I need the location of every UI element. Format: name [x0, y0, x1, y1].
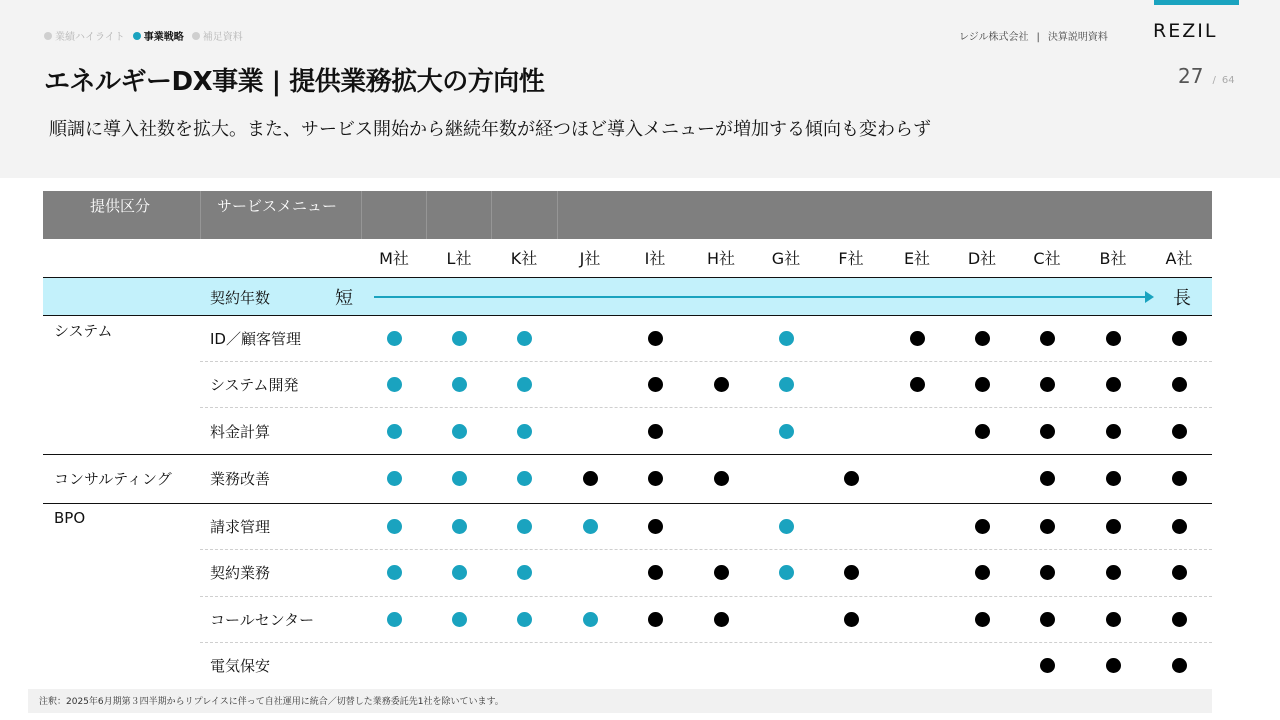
black-dot-icon	[975, 612, 990, 627]
header-divider	[426, 191, 427, 239]
black-dot-icon	[1040, 658, 1055, 673]
company-info	[959, 28, 1108, 43]
black-dot-icon	[910, 331, 925, 346]
black-dot-icon	[648, 471, 663, 486]
black-dot-icon	[1172, 331, 1187, 346]
black-dot-icon	[1106, 612, 1121, 627]
black-dot-icon	[844, 471, 859, 486]
header-divider	[491, 191, 492, 239]
company-column-header: J社	[579, 249, 601, 268]
black-dot-icon	[975, 565, 990, 580]
black-dot-icon	[1106, 471, 1121, 486]
page-title: エネルギーDX事業 | 提供業務拡大の方向性	[44, 67, 545, 97]
service-contract-ops: 契約業務	[210, 564, 271, 582]
footnote: 注釈：2025年6月期第３四半期からリプレイスに伴って自社運用に統合／切替した業務委託先1社を除いています。	[28, 689, 1212, 713]
company-name: レジル株式会社	[959, 32, 1029, 43]
rezil-logo: REZIL	[1153, 20, 1218, 42]
contract-years-label: 契約年数	[210, 289, 271, 307]
black-dot-icon	[1172, 658, 1187, 673]
category-system: システム	[54, 322, 113, 340]
table-header	[43, 191, 1212, 239]
company-column-header: E社	[903, 249, 931, 268]
service-electrical-safety: 電気保安	[210, 657, 271, 675]
black-dot-icon	[975, 377, 990, 392]
black-dot-icon	[648, 331, 663, 346]
page-total: 64	[1221, 75, 1235, 86]
header-divider	[557, 191, 558, 239]
row-divider	[200, 407, 1212, 408]
service-process-improvement: 業務改善	[210, 470, 271, 488]
page-current: 27	[1178, 64, 1204, 88]
category-consulting: コンサルティング	[54, 470, 172, 488]
page-slash: /	[1212, 75, 1216, 86]
document-name: 決算説明資料	[1047, 32, 1108, 43]
black-dot-icon	[648, 612, 663, 627]
teal-dot-icon	[387, 471, 402, 486]
teal-dot-icon	[452, 424, 467, 439]
black-dot-icon	[714, 612, 729, 627]
black-dot-icon	[910, 377, 925, 392]
row-divider	[200, 642, 1212, 643]
teal-dot-icon	[452, 331, 467, 346]
black-dot-icon	[1106, 424, 1121, 439]
service-system-dev: システム開発	[210, 376, 299, 394]
company-column-header: A社	[1165, 249, 1193, 268]
teal-dot-icon	[387, 377, 402, 392]
black-dot-icon	[648, 377, 663, 392]
black-dot-icon	[1172, 377, 1187, 392]
black-dot-icon	[1172, 471, 1187, 486]
teal-dot-icon	[779, 565, 794, 580]
breadcrumb-item-highlights[interactable]: 業績ハイライト	[44, 28, 125, 43]
black-dot-icon	[975, 331, 990, 346]
company-column-header: I社	[644, 249, 666, 268]
accent-bar	[1154, 0, 1239, 5]
black-dot-icon	[1106, 658, 1121, 673]
header-menu: サービスメニュー	[217, 197, 338, 215]
service-id-customer: ID／顧客管理	[210, 330, 301, 348]
teal-dot-icon	[452, 519, 467, 534]
black-dot-icon	[844, 565, 859, 580]
black-dot-icon	[583, 471, 598, 486]
teal-dot-icon	[387, 519, 402, 534]
company-column-header: B社	[1099, 249, 1127, 268]
black-dot-icon	[714, 565, 729, 580]
black-dot-icon	[975, 424, 990, 439]
teal-dot-icon	[779, 519, 794, 534]
category-divider	[43, 503, 1212, 504]
teal-dot-icon	[452, 471, 467, 486]
black-dot-icon	[1040, 424, 1055, 439]
black-dot-icon	[648, 424, 663, 439]
company-column-header: M社	[379, 249, 409, 268]
teal-dot-icon	[517, 612, 532, 627]
teal-dot-icon	[517, 424, 532, 439]
teal-dot-icon	[387, 565, 402, 580]
header-category: 提供区分	[90, 197, 151, 215]
teal-dot-icon	[517, 565, 532, 580]
black-dot-icon	[714, 471, 729, 486]
page-number	[1178, 64, 1235, 88]
black-dot-icon	[1040, 331, 1055, 346]
black-dot-icon	[1172, 519, 1187, 534]
company-column-header: F社	[838, 249, 864, 268]
header-divider	[361, 191, 362, 239]
row-divider	[200, 361, 1212, 362]
teal-dot-icon	[583, 612, 598, 627]
black-dot-icon	[1106, 565, 1121, 580]
teal-dot-icon	[452, 612, 467, 627]
teal-dot-icon	[387, 331, 402, 346]
company-column-header: H社	[706, 249, 736, 268]
service-call-center: コールセンター	[210, 611, 315, 629]
bullet-icon	[44, 32, 52, 40]
short-label: 短	[335, 288, 353, 309]
service-billing-management: 請求管理	[210, 518, 271, 536]
black-dot-icon	[714, 377, 729, 392]
bullet-icon	[192, 32, 200, 40]
company-column-header: G社	[771, 249, 801, 268]
header-divider	[200, 191, 201, 239]
black-dot-icon	[1172, 612, 1187, 627]
years-arrow	[374, 296, 1147, 298]
company-header-row	[43, 239, 1212, 277]
teal-dot-icon	[779, 331, 794, 346]
black-dot-icon	[1040, 565, 1055, 580]
black-dot-icon	[844, 612, 859, 627]
row-divider	[200, 596, 1212, 597]
black-dot-icon	[1106, 377, 1121, 392]
teal-dot-icon	[452, 565, 467, 580]
arrow-right-icon	[1145, 291, 1154, 303]
black-dot-icon	[1040, 612, 1055, 627]
black-dot-icon	[1172, 424, 1187, 439]
bullet-icon	[133, 32, 141, 40]
long-label: 長	[1173, 288, 1191, 309]
company-column-header: D社	[967, 249, 997, 268]
breadcrumb-item-appendix[interactable]: 補足資料	[192, 28, 243, 43]
breadcrumb-item-strategy[interactable]: 事業戦略	[133, 28, 184, 43]
table-rule	[43, 315, 1212, 316]
contract-years-row	[43, 278, 1212, 315]
black-dot-icon	[1106, 519, 1121, 534]
company-column-header: K社	[510, 249, 538, 268]
black-dot-icon	[1040, 519, 1055, 534]
teal-dot-icon	[452, 377, 467, 392]
page-subtitle: 順調に導入社数を拡大。また、サービス開始から継続年数が経つほど導入メニューが増加する傾向も変わらず	[49, 119, 931, 140]
black-dot-icon	[1106, 331, 1121, 346]
breadcrumb	[44, 28, 243, 43]
teal-dot-icon	[517, 377, 532, 392]
category-bpo: BPO	[54, 509, 86, 527]
company-column-header: C社	[1033, 249, 1061, 268]
teal-dot-icon	[779, 377, 794, 392]
company-separator: |	[1036, 32, 1040, 43]
teal-dot-icon	[387, 424, 402, 439]
teal-dot-icon	[779, 424, 794, 439]
teal-dot-icon	[517, 331, 532, 346]
category-divider	[43, 454, 1212, 455]
service-billing-calc: 料金計算	[210, 423, 271, 441]
black-dot-icon	[648, 519, 663, 534]
black-dot-icon	[648, 565, 663, 580]
black-dot-icon	[1040, 471, 1055, 486]
black-dot-icon	[975, 519, 990, 534]
black-dot-icon	[1040, 377, 1055, 392]
teal-dot-icon	[387, 612, 402, 627]
company-column-header: L社	[446, 249, 472, 268]
black-dot-icon	[1172, 565, 1187, 580]
teal-dot-icon	[517, 519, 532, 534]
teal-dot-icon	[517, 471, 532, 486]
row-divider	[200, 549, 1212, 550]
teal-dot-icon	[583, 519, 598, 534]
